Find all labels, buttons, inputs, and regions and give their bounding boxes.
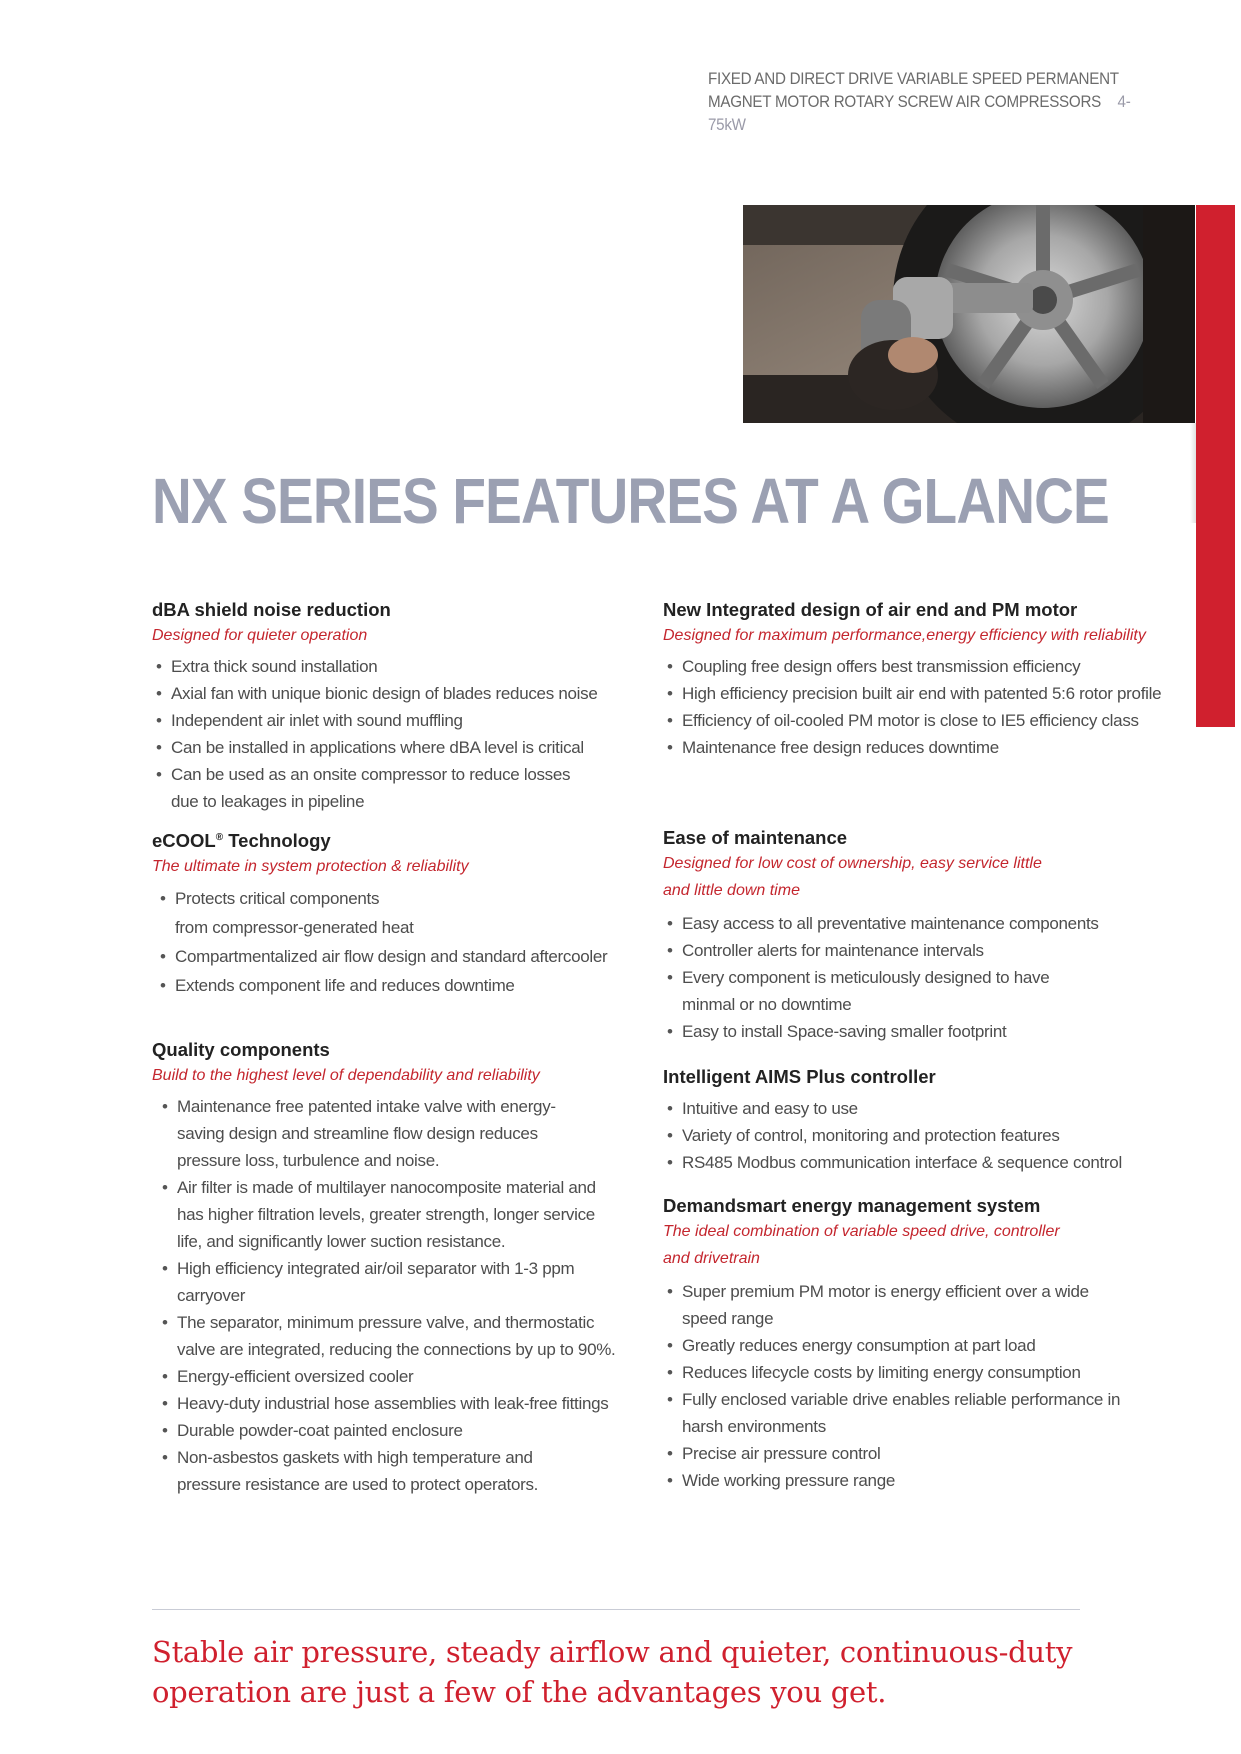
list-item: • Extends component life and reduces downtime [156,971,622,1000]
list-item: • RS485 Modbus communication interface & sequence control [663,1149,1183,1176]
list-item: • Precise air pressure control [663,1440,1183,1467]
list-item: • Every component is meticulously designed to have minmal or no downtime [663,964,1062,1018]
section-subheading: Designed for quieter operation [152,627,368,644]
list-item: • High efficiency integrated air/oil separator with 1-3 ppm carryover [158,1255,577,1309]
list-item: • Fully enclosed variable drive enables reliable performance in harsh environments [663,1386,1132,1440]
list-item: • Intuitive and easy to use [663,1095,1183,1122]
list-item: • Variety of control, monitoring and protection features [663,1122,1183,1149]
list-item: • Coupling free design offers best transmission efficiency [663,653,1183,680]
document-header [708,68,1168,137]
feature-ease-of-maintenance [663,826,1183,1045]
list-item: • Easy access to all preventative maintenance components [663,910,1183,937]
feature-aims-controller [663,1065,1183,1176]
list-item: • Maintenance free design reduces downtime [663,734,1183,761]
list-item: • Greatly reduces energy consumption at part load [663,1332,1183,1359]
list-item: • Axial fan with unique bionic design of blades reduces noise [152,680,622,707]
list-item: • Efficiency of oil-cooled PM motor is close to IE5 efficiency class [663,707,1183,734]
list-item: • Maintenance free patented intake valve with energy-saving design and streamline flow design reduces pressure loss, turbulence and noise. [158,1093,587,1174]
list-item: • High efficiency precision built air end with patented 5:6 rotor profile [663,680,1183,707]
closing-tagline: Stable air pressure, steady airflow and quieter, continuous-duty operation are just a few of the advantages you get. [152,1635,1073,1709]
feature-list [663,910,1183,1045]
section-subheading: The ideal combination of variable speed drive, controller and drivetrain [663,1223,1060,1267]
feature-demandsmart [663,1194,1183,1494]
feature-dba-shield [152,598,622,815]
power-range: 4-75kW [708,93,1131,134]
section-heading: dBA shield noise reduction [152,599,391,620]
feature-list [156,884,622,1000]
section-heading: Ease of maintenance [663,827,848,848]
registered-mark: ® [215,831,224,843]
list-item: • Independent air inlet with sound muffling [152,707,622,734]
ecool-suffix: Technology [223,830,331,851]
list-item: • Air filter is made of multilayer nanocomposite material and has higher filtration levels, greater strength, longer service life, and significantly lower suction resistance. [158,1174,597,1255]
list-item: • Reduces lifecycle costs by limiting energy consumption [663,1359,1183,1386]
feature-list [663,653,1183,761]
ecool-name: eCOOL [152,830,216,851]
list-item: • Easy to install Space-saving smaller footprint [663,1018,1183,1045]
footer-divider [152,1609,1080,1610]
list-item: • Durable powder-coat painted enclosure [158,1417,622,1444]
header-line-2 [708,91,1168,137]
section-heading: New Integrated design of air end and PM motor [663,599,1078,620]
list-item: • Wide working pressure range [663,1467,1183,1494]
impact-wrench-tire-photo [743,205,1195,423]
section-heading [152,829,622,853]
feature-list [663,1095,1183,1176]
accent-bar [1196,205,1235,727]
feature-list [663,1278,1183,1494]
feature-quality-components [152,1038,622,1498]
section-subheading: Build to the highest level of dependability and reliability [152,1067,540,1084]
feature-ecool [152,829,622,1000]
list-item: • Protects critical components from compressor-generated heat [156,884,415,942]
section-heading: Quality components [152,1039,330,1060]
section-subheading: The ultimate in system protection & reliability [152,858,469,875]
section-subheading: Designed for low cost of ownership, easy service little and little down time [663,855,1042,899]
section-subheading: Designed for maximum performance,energy efficiency with reliability [663,627,1146,644]
list-item: • Energy-efficient oversized cooler [158,1363,622,1390]
list-item: • Compartmentalized air flow design and standard aftercooler [156,942,622,971]
list-item: • Non-asbestos gaskets with high temperature and pressure resistance are used to protect operators. [158,1444,597,1498]
list-item: • The separator, minimum pressure valve, and thermostatic valve are integrated, reducing the connections by up to 90%. [158,1309,617,1363]
list-item: • Controller alerts for maintenance intervals [663,937,1183,964]
product-photo [743,205,1195,423]
list-item: • Heavy-duty industrial hose assemblies with leak-free fittings [158,1390,622,1417]
feature-list [158,1093,622,1498]
section-heading: Intelligent AIMS Plus controller [663,1066,936,1087]
header-line-1: FIXED AND DIRECT DRIVE VARIABLE SPEED PERMANENT [708,70,1119,88]
page-title: NX SERIES FEATURES AT A GLANCE [152,465,1109,537]
list-item: • Can be used as an onsite compressor to reduce losses due to leakages in pipeline [152,761,571,815]
feature-integrated-design [663,598,1183,761]
section-heading: Demandsmart energy management system [663,1195,1041,1216]
feature-list [152,653,622,815]
list-item: • Super premium PM motor is energy efficient over a wide speed range [663,1278,1132,1332]
list-item: • Extra thick sound installation [152,653,622,680]
list-item: • Can be installed in applications where dBA level is critical [152,734,622,761]
header-line-2-text: MAGNET MOTOR ROTARY SCREW AIR COMPRESSORS [708,93,1101,111]
